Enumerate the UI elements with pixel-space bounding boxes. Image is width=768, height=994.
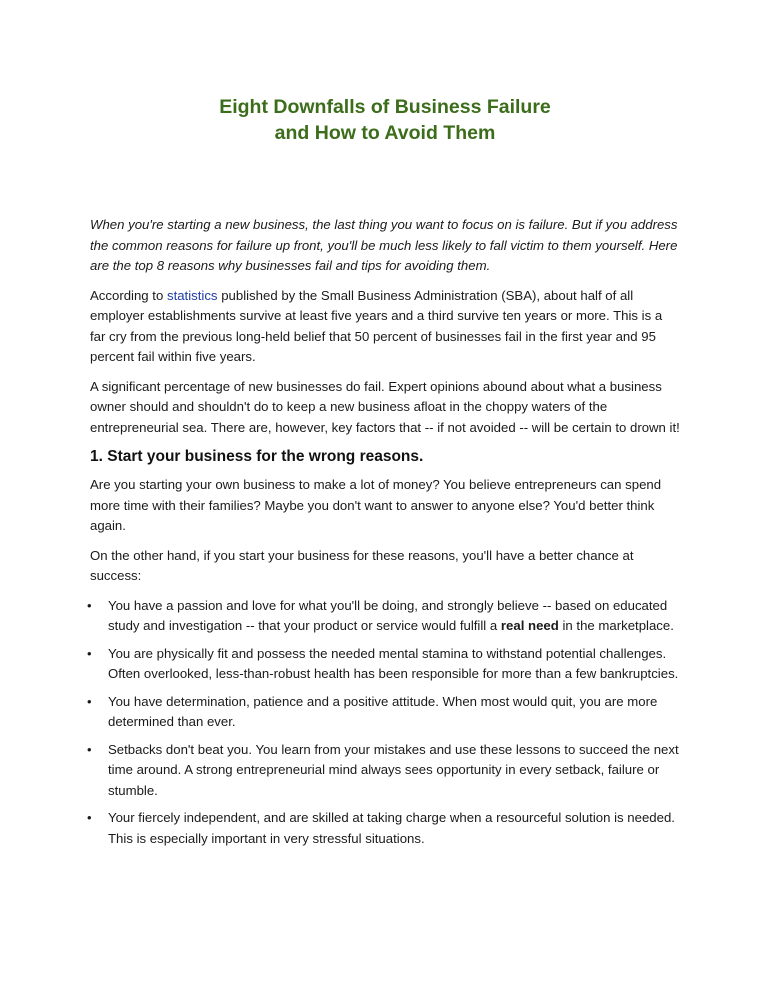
bullet-icon: •	[87, 693, 92, 709]
bullet-5-text: Your fiercely independent, and are skilled at taking charge when a resourceful solution is needed. This is especially important in very stressful situations.	[108, 810, 675, 846]
section-1-paragraph-2: On the other hand, if you start your business for these reasons, you'll have a better chance at success:	[90, 547, 634, 583]
list-item	[87, 808, 680, 849]
stats-text-after: published by the Small Business Administration (SBA), about half of all employer establishments survive at least five years and a third survive ten years or more. This is a far cry from the previous long-held belief that 50 percent of businesses fail in the first year and 95 percent fail within five years.	[90, 287, 663, 364]
document-body	[87, 215, 680, 856]
title-line-2: and How to Avoid Them	[274, 122, 496, 144]
statistics-paragraph	[90, 286, 680, 368]
bullet-1-before: You have a passion and love for what you'll be doing, and strongly believe -- based on educated study and investigation -- that your product or service would fulfill a	[108, 597, 668, 633]
title-line-1: Eight Downfalls of Business Failure	[219, 96, 551, 118]
bullet-icon: •	[87, 597, 92, 613]
list-item	[87, 692, 680, 733]
failure-paragraph: A significant percentage of new businesses do fail. Expert opinions abound about what a business owner should and shouldn't do to keep a new business afloat in the choppy waters of the entrepreneurial sea. There are, however, key factors that -- if not avoided -- will be certain to drown it!	[90, 378, 680, 435]
section-1-paragraph-1: Are you starting your own business to make a lot of money? You believe entrepreneurs can spend more time with their families? Maybe you don't want to answer to anyone else? You'd better think again.	[90, 477, 662, 533]
bullet-1-bold: real need	[500, 618, 559, 633]
list-item	[87, 596, 680, 637]
document-title	[90, 94, 680, 146]
bullet-3-text: You have determination, patience and a positive attitude. When most would quit, you are more determined than ever.	[108, 693, 658, 729]
list-item	[87, 644, 680, 685]
list-item	[87, 740, 680, 802]
bullet-icon: •	[87, 810, 92, 825]
bullet-2-text: You are physically fit and possess the needed mental stamina to withstand potential challenges. Often overlooked, less-than-robust health has been responsible for more than a few bankruptcies.	[108, 645, 679, 681]
section-1-heading: 1. Start your business for the wrong reasons.	[90, 448, 424, 465]
bullet-4-text: Setbacks don't beat you. You learn from your mistakes and use these lessons to succeed the next time around. A strong entrepreneurial mind always sees opportunity in every setback, failure or stumble.	[108, 741, 679, 798]
statistics-link[interactable]: statistics	[166, 287, 218, 303]
bullet-icon: •	[87, 645, 92, 661]
intro-paragraph: When you're starting a new business, the last thing you want to focus on is failure. But if you address the common reasons for failure up front, you'll be much less likely to fall victim to them yourself. Here are the top 8 reasons why businesses fail and tips for avoiding them.	[90, 217, 678, 273]
reasons-list	[87, 596, 680, 850]
stats-text-before: According to	[90, 287, 167, 303]
bullet-icon: •	[87, 741, 92, 757]
bullet-1-after: in the marketplace.	[558, 618, 674, 633]
